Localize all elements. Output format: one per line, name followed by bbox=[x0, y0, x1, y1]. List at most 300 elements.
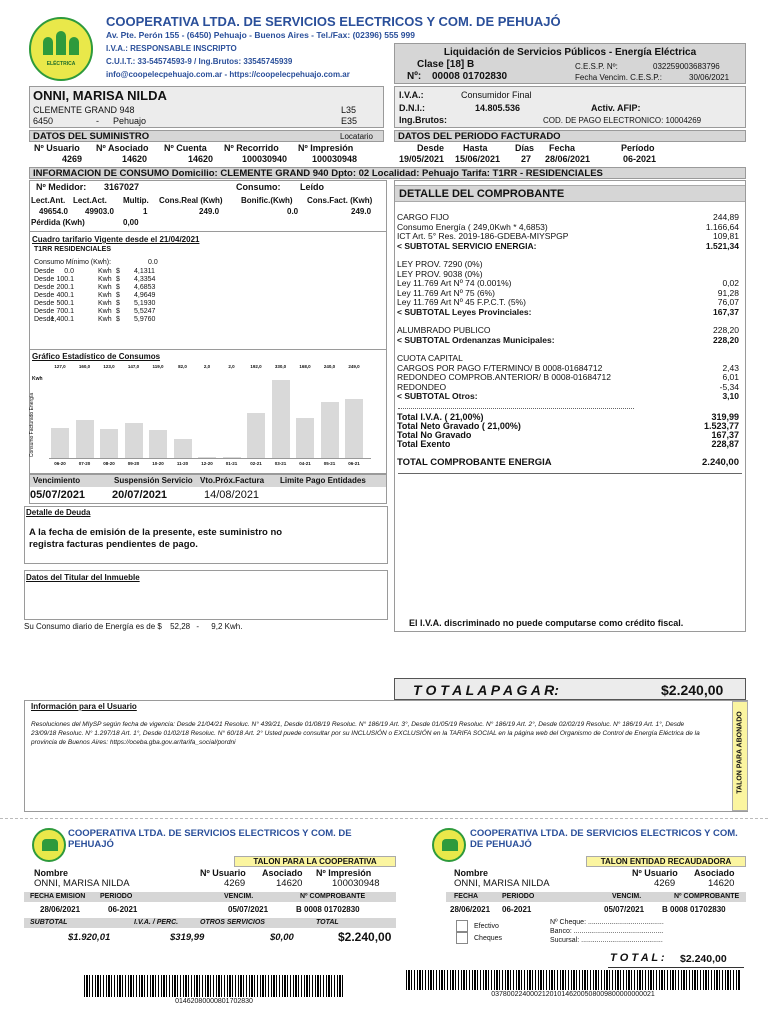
value-vto-prox: 14/08/2021 bbox=[204, 489, 260, 501]
detalle-amount: 6,01 bbox=[722, 372, 739, 382]
chart-category-label: 11-20 bbox=[176, 461, 189, 466]
consumo-label: Consumo: bbox=[236, 182, 281, 192]
deuda-box bbox=[24, 506, 388, 564]
titular-title: Datos del Titular del Inmueble bbox=[26, 573, 140, 582]
chart-axis bbox=[49, 458, 371, 459]
value-cuenta: 14620 bbox=[188, 154, 214, 164]
minimo-label: Consumo Mínimo (Kwh): bbox=[34, 259, 112, 266]
detalle-total-line bbox=[397, 440, 739, 449]
consumo-chart bbox=[45, 362, 375, 470]
cesp-value: 032259003683796 bbox=[653, 62, 720, 71]
customer-e35: E35 bbox=[341, 116, 358, 126]
tarifa-cell: 4,9649 bbox=[134, 292, 156, 299]
titular-box bbox=[24, 570, 388, 620]
talon-cooperativa bbox=[24, 822, 404, 1022]
talon2-v-usuario: 4269 bbox=[654, 878, 676, 889]
tarifa-cell: Kwh bbox=[98, 268, 112, 275]
tarifa-cell: 0.0 bbox=[64, 268, 74, 275]
detalle-total-label: Total Exento bbox=[397, 439, 451, 449]
talon2-total-label: T O T A L : bbox=[610, 952, 665, 964]
medidor-value: 3167027 bbox=[104, 182, 140, 192]
talon2-tag: TALON ENTIDAD RECAUDADORA bbox=[586, 856, 746, 867]
chart-value-label: 127,0 bbox=[54, 364, 66, 369]
talon2-h-periodo: PERIODO bbox=[502, 893, 535, 900]
chart-value-label: 2,0 bbox=[203, 364, 211, 369]
coop-cuit: C.U.I.T.: 33-54574593-9 / Ing.Brutos: 33545745939 bbox=[106, 57, 293, 66]
talon2-barcode-number: 037800224000212010146200508009800000000021 bbox=[491, 991, 655, 998]
talon1-nombre-label: Nombre bbox=[34, 868, 69, 878]
chart-category-label: 07-20 bbox=[78, 461, 91, 466]
talon2-v-periodo: 06-2021 bbox=[502, 905, 532, 914]
talon1-h-iva: I.V.A. / PERC. bbox=[134, 919, 179, 926]
efectivo-checkbox[interactable] bbox=[456, 920, 468, 932]
tarifa-cell: 500.1 bbox=[56, 300, 74, 307]
header-lect-ant: Lect.Ant. bbox=[31, 196, 66, 205]
chart-category-label: 04-21 bbox=[299, 461, 311, 466]
detalle-total-value: 167,37 bbox=[711, 430, 739, 440]
chart-bar bbox=[125, 423, 143, 458]
header-multip: Multip. bbox=[123, 196, 149, 205]
customer-dash: - bbox=[96, 116, 99, 126]
tarifa-cell: $ bbox=[116, 292, 120, 299]
deuda-text1: A la fecha de emisión de la presente, este suministro no bbox=[29, 527, 283, 538]
chart-bar bbox=[198, 457, 216, 458]
chart-value-label: 249,0 bbox=[348, 364, 360, 369]
tarifa-cell: $ bbox=[116, 316, 120, 323]
talon1-h-subtotal: SUBTOTAL bbox=[30, 919, 68, 926]
value-cons-real: 249.0 bbox=[199, 207, 220, 216]
coop-iva: I.V.A.: RESPONSABLE INSCRIPTO bbox=[106, 44, 237, 53]
talon-abonado-label: TALON PARA ABONADO bbox=[736, 711, 744, 794]
header-desde: Desde bbox=[417, 143, 445, 153]
tarifa-cell: Desde bbox=[34, 284, 55, 291]
chart-bar bbox=[223, 457, 241, 458]
chart-value-label: 240,0 bbox=[323, 364, 336, 369]
tarifa-row bbox=[34, 292, 234, 300]
value-impresion: 100030948 bbox=[312, 154, 358, 164]
detalle-amount: -5,34 bbox=[719, 381, 739, 392]
iva-value: Consumidor Final bbox=[461, 90, 532, 100]
header-vencimiento: Vencimiento bbox=[33, 476, 81, 485]
tarifa-cell: Kwh bbox=[98, 316, 112, 323]
tarifa-cell: 1,400.1 bbox=[50, 316, 74, 323]
detalle-concept: < SUBTOTAL Leyes Provinciales: bbox=[397, 306, 532, 317]
value-multip: 1 bbox=[143, 207, 148, 216]
customer-city: Pehuajo bbox=[113, 116, 147, 126]
detalle-group bbox=[397, 260, 739, 317]
talon1-v-otros: $0,00 bbox=[270, 932, 294, 943]
detalle-amount: 167,37 bbox=[713, 306, 739, 317]
dni-value: 14.805.536 bbox=[475, 103, 521, 113]
chart-category-label: 06-20 bbox=[54, 461, 66, 466]
chart-category-label: 01-21 bbox=[225, 461, 238, 466]
chart-value-label: 119,0 bbox=[152, 364, 164, 369]
chart-bar bbox=[345, 399, 363, 458]
detalle-concept: Ley 11.769 Art Nº 74 (0.001%) bbox=[397, 278, 512, 288]
chart-bar bbox=[296, 418, 314, 458]
doc-nro-label: Nº: bbox=[407, 71, 422, 82]
talon2-h-fecha: FECHA bbox=[454, 893, 479, 900]
header-bonific: Bonific.(Kwh) bbox=[241, 196, 293, 205]
talon2-barcode bbox=[406, 970, 740, 990]
header-vto-prox: Vto.Próx.Factura bbox=[200, 476, 265, 485]
value-dias: 27 bbox=[521, 154, 532, 164]
detalle-amount: 91,28 bbox=[717, 287, 739, 298]
customer-cp: 6450 bbox=[33, 116, 54, 126]
suministro-title: DATOS DEL SUMINISTRO bbox=[33, 131, 150, 142]
chart-value-label: 82,0 bbox=[178, 364, 187, 369]
periodo-title-bar bbox=[394, 130, 746, 142]
detalle-concept: Consumo Energía ( 249,0Kwh * 4,6853) bbox=[397, 221, 548, 232]
tarifa-cell: Kwh bbox=[98, 276, 112, 283]
chart-category-label: 03-21 bbox=[274, 461, 287, 466]
chart-bar bbox=[321, 402, 339, 458]
detalle-concept: CARGO FIJO bbox=[397, 212, 449, 222]
customer-l35: L35 bbox=[341, 105, 357, 115]
header-fecha: Fecha bbox=[549, 143, 576, 153]
tarifa-cell: $ bbox=[116, 284, 120, 291]
talon1-v-usuario: 4269 bbox=[224, 878, 246, 889]
cesp-label: C.E.S.P. Nº: bbox=[575, 62, 618, 71]
chart-value-label: 2,0 bbox=[228, 364, 235, 369]
header-cons-real: Cons.Real (Kwh) bbox=[159, 196, 223, 205]
talon2-logo bbox=[432, 828, 466, 862]
talon1-v-comprobante: B 0008 01702830 bbox=[296, 905, 360, 914]
talon1-h-comprobante: Nº COMPROBANTE bbox=[300, 893, 366, 900]
minimo-value: 0.0 bbox=[148, 259, 158, 266]
tarifa-cell: $ bbox=[116, 268, 120, 275]
header-suspension: Suspensión Servicio bbox=[114, 476, 193, 485]
value-cons-fact: 249.0 bbox=[351, 207, 372, 216]
detalle-concept: CARGOS POR PAGO F/TERMINO/ B 0008-01684712 bbox=[397, 362, 603, 373]
iva-note: El I.V.A. discriminado no puede computarse como crédito fiscal. bbox=[409, 618, 684, 628]
sucursal-field[interactable]: Sucursal: .......................................... bbox=[550, 937, 663, 944]
detalle-total-value: 319,99 bbox=[711, 412, 739, 422]
talon1-h-vencim: VENCIM. bbox=[224, 893, 254, 900]
chart-bar bbox=[100, 429, 118, 458]
chart-bar bbox=[149, 430, 167, 458]
header-limite: Limite Pago Entidades bbox=[280, 476, 366, 485]
talon1-v-periodo: 06-2021 bbox=[108, 905, 138, 914]
talon1-h-asociado: Asociado bbox=[262, 868, 303, 878]
total-pagar-label: T O T A L A P A G A R: bbox=[413, 682, 559, 698]
tarifa-cell: Kwh bbox=[98, 300, 112, 307]
locatario-label: Locatario bbox=[340, 132, 373, 141]
coop-contact[interactable]: info@coopelecpehuajo.com.ar - https://coopelecpehuajo.com.ar bbox=[106, 70, 350, 79]
talon1-h-impresion: Nº Impresión bbox=[316, 868, 372, 878]
tarifa-row bbox=[34, 308, 234, 316]
header-dias: Días bbox=[515, 143, 535, 153]
total-pagar-value: $2.240,00 bbox=[661, 682, 724, 698]
tarifa-cell: $ bbox=[116, 308, 120, 315]
value-recorrido: 100030940 bbox=[242, 154, 288, 164]
tarifa-cell: 5,9760 bbox=[134, 316, 156, 323]
tarifa-cell: Desde bbox=[34, 268, 55, 275]
coop-address: Av. Pte. Perón 155 - (6450) Pehuajo - Buenos Aires - Tel./Fax: (02396) 555 999 bbox=[106, 30, 415, 40]
tarifa-rows bbox=[34, 268, 234, 324]
doc-title: Liquidación de Servicios Públicos - Energía Eléctrica bbox=[443, 47, 697, 58]
chart-category-label: 12-20 bbox=[201, 461, 213, 466]
detalle-group bbox=[397, 326, 739, 345]
tarifa-cell: 100.1 bbox=[56, 276, 74, 283]
talon1-v-impresion: 100030948 bbox=[332, 878, 380, 889]
talon2-total-value: $2.240,00 bbox=[680, 953, 727, 965]
chart-category-label: 02-21 bbox=[250, 461, 262, 466]
tarifa-cell: 4,1311 bbox=[134, 268, 155, 275]
chart-value-label: 147,0 bbox=[127, 364, 140, 369]
chart-category-label: 06-21 bbox=[348, 461, 360, 466]
coop-name: COOPERATIVA LTDA. DE SERVICIOS ELECTRICOS Y COM. DE PEHUAJÓ bbox=[106, 14, 561, 29]
perdida-label: Pérdida (Kwh) bbox=[31, 218, 85, 227]
tarifa-cell: 700.1 bbox=[56, 308, 74, 315]
coop-logo bbox=[29, 17, 93, 81]
detalle-total-value: 1.523,77 bbox=[703, 421, 739, 431]
detalle-lines bbox=[397, 213, 739, 411]
talon1-h-otros: OTROS SERVICIOS bbox=[200, 919, 265, 926]
chart-bar bbox=[51, 428, 69, 458]
talon1-coop: COOPERATIVA LTDA. DE SERVICIOS ELECTRICOS Y COM. DE PEHUAJÓ bbox=[68, 828, 352, 850]
chart-bar bbox=[76, 420, 94, 458]
banco-field[interactable]: Banco: .............................................. bbox=[550, 928, 664, 935]
detalle-amount: 1.166,64 bbox=[705, 221, 739, 232]
detalle-total-value: 228,87 bbox=[711, 439, 739, 449]
detalle-concept: < SUBTOTAL SERVICIO ENERGIA: bbox=[397, 240, 537, 251]
detalle-amount: 228,20 bbox=[713, 325, 739, 335]
detalle-total-label: Total I.V.A. ( 21,00%) bbox=[397, 412, 484, 422]
info-title: Información para el Usuario bbox=[31, 702, 137, 711]
tarifa-cell: Kwh bbox=[98, 284, 112, 291]
chart-value-label: 160,0 bbox=[78, 364, 91, 369]
detalle-box bbox=[394, 180, 746, 632]
iva-label: I.V.A.: bbox=[399, 90, 424, 100]
perdida-value: 0,00 bbox=[123, 218, 139, 227]
grafico-title: Gráfico Estadístico de Consumos bbox=[32, 352, 161, 361]
detalle-concept: ALUMBRADO PUBLICO bbox=[397, 325, 491, 335]
talon1-barcode-number: 01462080000801702830 bbox=[175, 998, 253, 1005]
tarifario-box bbox=[29, 232, 387, 350]
diario-text: Su Consumo diario de Energía es de $ bbox=[24, 622, 162, 631]
dni-label: D.N.I.: bbox=[399, 103, 425, 113]
detalle-line bbox=[397, 308, 739, 318]
talon1-barcode bbox=[84, 975, 344, 997]
tarifa-cell: 5,5247 bbox=[134, 308, 156, 315]
grafico-box bbox=[29, 350, 387, 474]
detalle-group bbox=[397, 213, 739, 251]
cesp-venc: 30/06/2021 bbox=[689, 73, 730, 82]
value-suspension: 20/07/2021 bbox=[112, 489, 168, 501]
detalle-line bbox=[397, 373, 739, 383]
header-cons-fact: Cons.Fact. (Kwh) bbox=[307, 196, 373, 205]
talon2-h-comprobante: Nº COMPROBANTE bbox=[674, 893, 740, 900]
detalle-amount: 228,20 bbox=[713, 334, 739, 345]
tarifa-cell: $ bbox=[116, 276, 120, 283]
talon1-v-asociado: 14620 bbox=[276, 878, 303, 889]
detalle-amount: 109,81 bbox=[713, 231, 739, 241]
header-recorrido: Nº Recorrido bbox=[224, 143, 279, 153]
detalle-amount: 1.521,34 bbox=[705, 240, 739, 251]
talon1-v-subtotal: $1.920,01 bbox=[68, 932, 111, 943]
customer-tax-box bbox=[394, 86, 746, 128]
grafico-unit: Kwh bbox=[32, 376, 43, 382]
cheques-label: Cheques bbox=[474, 935, 503, 942]
detalle-concept: < SUBTOTAL Otros: bbox=[397, 391, 478, 401]
total-comprobante-value: 2.240,00 bbox=[702, 457, 739, 468]
efectivo-label: Efectivo bbox=[474, 923, 499, 930]
vencimientos-box bbox=[29, 474, 387, 504]
talon2-nombre-label: Nombre bbox=[454, 868, 489, 878]
total-comprobante-label: TOTAL COMPROBANTE ENERGIA bbox=[397, 457, 552, 468]
detalle-concept: < SUBTOTAL Ordenanzas Municipales: bbox=[397, 334, 555, 345]
tarifa-cell: Kwh bbox=[98, 292, 112, 299]
talon1-v-total: $2.240,00 bbox=[338, 930, 392, 944]
talon2-v-comprobante: B 0008 01702830 bbox=[662, 905, 726, 914]
header-periodo: Período bbox=[621, 143, 655, 153]
chart-value-label: 192,0 bbox=[250, 364, 262, 369]
tarifa-cell: Desde bbox=[34, 308, 55, 315]
detalle-concept: REDONDEO COMPROB.ANTERIOR/ B 0008-01684712 bbox=[397, 372, 611, 382]
detalle-concept: ICT Art. 5° Res. 2019-186-GDEBA-MIYSPGP bbox=[397, 231, 569, 241]
header-lect-act: Lect.Act. bbox=[73, 196, 107, 205]
diario-pesos: 52,28 bbox=[170, 622, 191, 631]
talon1-v-iva: $319,99 bbox=[170, 932, 205, 943]
value-hasta: 15/06/2021 bbox=[455, 154, 501, 164]
detalle-amount: 244,89 bbox=[713, 212, 739, 222]
pago-electronico: COD. DE PAGO ELECTRONICO: 10004269 bbox=[543, 116, 702, 125]
value-asociado: 14620 bbox=[122, 154, 148, 164]
info-text: Resoluciones del MIySP según fecha de vigencia: Desde 21/04/21 Resoluc. N° 439/21, Desde 01/08/19 Resoluc. N° 186/19 Art. 3°, Desde 01/05/19 Resoluc. N° 186/19 Art. 2°, Desde 02/02/19 Resoluc. N° 186/19 Art. 1°, Desde 23/09/18 Resoluc. N° 1.297/18 Art. 1°, Desde 01/02/18 Resoluc. N° 60/18 Art. 2° Usted puede consultar por su INCLUSIÓN o EXCLUSIÓN en la TARIFA SOCIAL en la página web del Organismo de Control de Energía Eléctrica de la provincia de Buenos Aires: https://oceba.gba.gov.ar/tarifa_social/pordni bbox=[31, 721, 700, 746]
talon1-h-fecha: FECHA EMISION bbox=[30, 893, 86, 900]
total-comprobante-row bbox=[397, 457, 739, 468]
detalle-total-label: Total No Gravado bbox=[397, 430, 472, 440]
deuda-text2: registra facturas pendientes de pago. bbox=[29, 539, 198, 550]
value-lect-ant: 49654.0 bbox=[39, 207, 68, 216]
value-periodo: 06-2021 bbox=[623, 154, 657, 164]
talon2-h-asociado: Asociado bbox=[694, 868, 735, 878]
tarifa-cell: $ bbox=[116, 300, 120, 307]
chart-value-label: 168,0 bbox=[299, 364, 311, 369]
detalle-line bbox=[397, 336, 739, 346]
chart-category-label: 09-20 bbox=[127, 461, 140, 466]
tarifa-cell: Kwh bbox=[98, 308, 112, 315]
tarifario-tarifa: T1RR RESIDENCIALES bbox=[34, 246, 112, 253]
detalle-group bbox=[397, 354, 739, 402]
talon2-coop: COOPERATIVA LTDA. DE SERVICIOS ELECTRICOS Y COM. DE PEHUAJÓ bbox=[470, 828, 738, 850]
tarifa-row bbox=[34, 316, 234, 324]
tarifa-cell: Desde bbox=[34, 316, 55, 323]
consumo-info: INFORMACION DE CONSUMO Domicilio: CLEMENTE GRAND 940 Dpto: 02 Localidad: Pehuajo Tarifa: T1RR - RESIDENCIALES bbox=[33, 168, 603, 179]
detalle-line bbox=[397, 242, 739, 252]
detalle-totals bbox=[397, 413, 739, 449]
ib-label: Ing.Brutos: bbox=[399, 115, 447, 125]
header-usuario: Nº Usuario bbox=[34, 143, 80, 153]
afip-label: Activ. AFIP: bbox=[591, 103, 641, 113]
info-usuario-box bbox=[24, 700, 748, 812]
consumo-value: Leído bbox=[300, 182, 324, 192]
detalle-total-label: Total Neto Gravado ( 21,00%) bbox=[397, 421, 521, 431]
doc-nro: 00008 01702830 bbox=[432, 71, 508, 82]
tarifario-title: Cuadro tarifario Vigente desde el 21/04/2021 bbox=[32, 235, 200, 244]
header-cuenta: Nº Cuenta bbox=[164, 143, 207, 153]
logo-text: ELÉCTRICA bbox=[46, 61, 76, 67]
cheques-checkbox[interactable] bbox=[456, 932, 468, 944]
tarifa-cell: 200.1 bbox=[56, 284, 74, 291]
talon-recaudadora bbox=[428, 822, 750, 1022]
header-hasta: Hasta bbox=[463, 143, 488, 153]
tarifa-cell: 400.1 bbox=[56, 292, 74, 299]
detalle-amount: 2,43 bbox=[722, 362, 739, 373]
customer-box bbox=[29, 86, 384, 128]
tarifa-row bbox=[34, 276, 234, 284]
talon1-h-usuario: Nº Usuario bbox=[200, 868, 246, 878]
talon2-nombre: ONNI, MARISA NILDA bbox=[454, 878, 550, 889]
value-bonific: 0.0 bbox=[287, 207, 299, 216]
detalle-concept: LEY PROV. 9038 (0%) bbox=[397, 268, 483, 279]
medidor-label: Nº Medidor: bbox=[36, 182, 87, 192]
chart-category-label: 08-20 bbox=[103, 461, 115, 466]
suministro-title-bar bbox=[29, 130, 384, 142]
chart-bar bbox=[247, 413, 265, 458]
chart-value-label: 123,0 bbox=[103, 364, 115, 369]
talon1-h-total: TOTAL bbox=[316, 919, 339, 926]
tarifa-row bbox=[34, 300, 234, 308]
header-asociado: Nº Asociado bbox=[96, 143, 149, 153]
tarifa-row bbox=[34, 268, 234, 276]
chart-bar bbox=[272, 380, 290, 458]
value-fecha: 28/06/2021 bbox=[545, 154, 591, 164]
cheque-field[interactable]: Nº Cheque: ....................................... bbox=[550, 919, 664, 926]
doc-clase: Clase [18] B bbox=[417, 59, 475, 70]
chart-category-label: 05-21 bbox=[323, 461, 336, 466]
header-impresion: Nº Impresión bbox=[298, 143, 354, 153]
tarifa-cell: Desde bbox=[34, 292, 55, 299]
grafico-ylabel: Consumo Facturado Energía bbox=[29, 392, 36, 458]
detalle-concept: Ley 11.769 Art Nº 45 F.P.C.T. (5%) bbox=[397, 297, 526, 307]
detalle-amount: 76,07 bbox=[717, 297, 739, 307]
chart-value-label: 330,0 bbox=[274, 364, 287, 369]
value-vencimiento: 05/07/2021 bbox=[30, 489, 86, 501]
total-pagar-box bbox=[394, 678, 746, 700]
value-desde: 19/05/2021 bbox=[399, 154, 445, 164]
talon2-v-fecha: 28/06/2021 bbox=[450, 905, 491, 914]
talon2-v-asociado: 14620 bbox=[708, 878, 735, 889]
detalle-line bbox=[397, 392, 739, 402]
tarifa-cell: 4,6853 bbox=[134, 284, 156, 291]
detalle-concept: LEY PROV. 7290 (0%) bbox=[397, 259, 483, 269]
cesp-venc-label: Fecha Vencim. C.E.S.P.: bbox=[575, 73, 663, 82]
deuda-title: Detalle de Deuda bbox=[26, 508, 91, 517]
talon1-logo bbox=[32, 828, 66, 862]
consumo-diario bbox=[24, 622, 242, 631]
detalle-amount: 0,02 bbox=[722, 278, 739, 288]
talon2-h-vencim: VENCIM. bbox=[612, 893, 642, 900]
talon1-h-periodo: PERIODO bbox=[100, 893, 133, 900]
talon1-tag: TALON PARA LA COOPERATIVA bbox=[234, 856, 396, 867]
detalle-concept: REDONDEO bbox=[397, 381, 447, 392]
detalle-title: DETALLE DEL COMPROBANTE bbox=[395, 185, 745, 202]
customer-street: CLEMENTE GRAND 948 bbox=[33, 105, 135, 115]
tarifa-cell: 4,3354 bbox=[134, 276, 156, 283]
tarifa-cell: Desde bbox=[34, 276, 55, 283]
diario-kwh: 9,2 Kwh. bbox=[211, 622, 243, 631]
tarifa-cell: Desde bbox=[34, 300, 55, 307]
chart-bar bbox=[174, 439, 192, 458]
detalle-concept: CUOTA CAPITAL bbox=[397, 353, 463, 363]
talon1-v-fecha: 28/06/2021 bbox=[40, 905, 81, 914]
periodo-title: DATOS DEL PERIODO FACTURADO bbox=[398, 131, 561, 142]
value-usuario: 4269 bbox=[62, 154, 83, 164]
tarifa-cell: 5,1930 bbox=[134, 300, 156, 307]
talon2-h-usuario: Nº Usuario bbox=[632, 868, 678, 878]
